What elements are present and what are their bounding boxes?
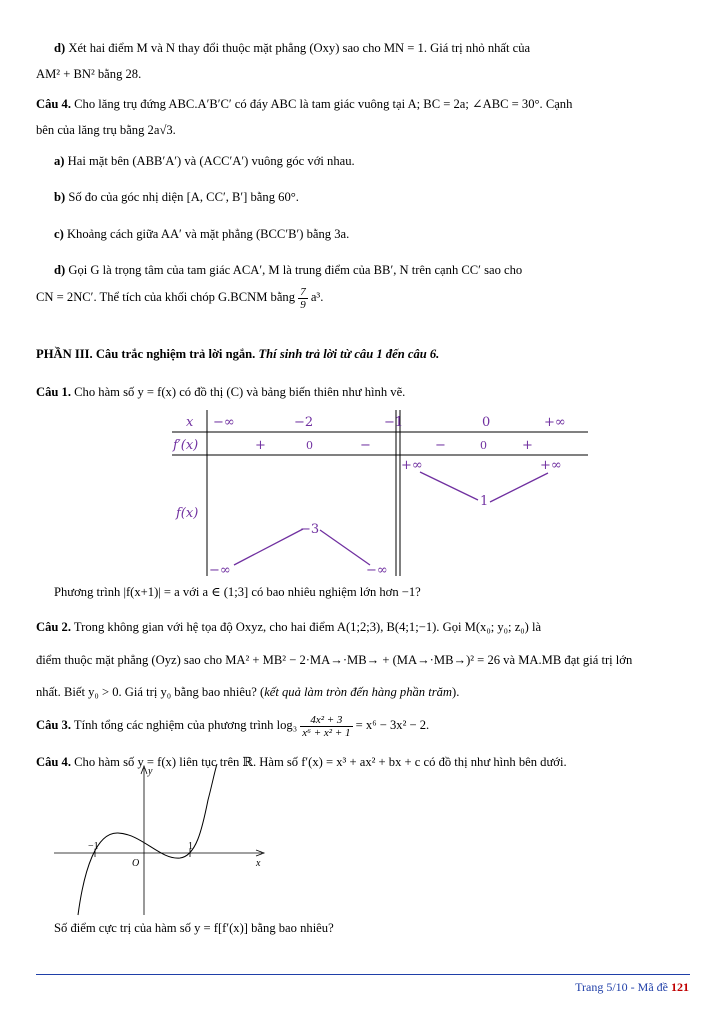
p3q1-text: Cho hàm số y = f(x) có đồ thị (C) và bảng biến thiên như hình vẽ. — [74, 385, 406, 399]
cau4-d-line1 — [54, 262, 522, 278]
part3-heading-italic: Thí sinh trả lời từ câu 1 đến câu 6. — [258, 347, 440, 361]
p3q3-line — [36, 710, 429, 740]
vt-x-4: +∞ — [544, 415, 566, 430]
p3q2-text1: Trong không gian với hệ tọa độ Oxyz, cho hai điểm A(1;2;3), B(4;1;−1). Gọi M(x₀; y₀; z₀) là — [73, 620, 542, 634]
log-fraction — [300, 714, 352, 739]
cau4-a-text: Hai mặt bên (ABB′A′) và (ACC′A′) vuông góc với nhau. — [67, 154, 355, 168]
volume-num: 7 — [300, 285, 306, 298]
part3-heading-bold: PHẦN III. Câu trắc nghiệm trả lời ngắn. — [36, 347, 256, 361]
cau4-c-label: c) — [54, 227, 64, 241]
vt-fp-5: + — [522, 438, 533, 453]
vt-fp-0: + — [255, 438, 266, 453]
graph-origin-label: O — [132, 858, 140, 869]
vt-arrow-up-1 — [234, 529, 303, 565]
vt-x-label: x — [186, 415, 194, 430]
vt-fp-label: f′(x) — [173, 438, 199, 453]
cau4-b-label: b) — [54, 190, 66, 204]
cau4-d-text2: CN = 2NC′. Thể tích của khối chóp G.BCNM bằng — [36, 290, 296, 304]
p3q3-text-pre: Tính tổng các nghiệm của phương trình log₃ — [73, 718, 298, 732]
vt-fp-1: 0 — [306, 439, 313, 452]
p3q2-text3-post: ). — [452, 685, 460, 699]
vt-x-0: −∞ — [213, 415, 235, 430]
p3q1-line — [36, 384, 405, 400]
q4d-line2: AM² + BN² bằng 28. — [36, 67, 142, 81]
vt-f-5: +∞ — [540, 458, 562, 473]
derivative-curve — [78, 764, 217, 915]
p3q4-line — [36, 754, 567, 770]
q4d-text1: Xét hai điểm M và N thay đổi thuộc mặt phẳng (Oxy) sao cho MN = 1. Giá trị nhỏ nhất của — [68, 41, 531, 55]
vt-arrow-up-2 — [490, 473, 548, 502]
page-footer — [575, 980, 689, 995]
cau4-label: Câu 4. — [36, 97, 71, 111]
p3q1-label: Câu 1. — [36, 385, 71, 399]
cau4-c — [54, 226, 349, 242]
p3q2-line1 — [36, 619, 541, 635]
vt-f-label: f(x) — [176, 506, 199, 521]
part3-heading — [36, 346, 439, 362]
q4d-line1 — [54, 40, 530, 56]
vt-f-1: −3 — [300, 522, 320, 537]
vt-x-1: −2 — [294, 415, 314, 430]
cau4-a — [54, 153, 355, 169]
cau4-line2: bên của lăng trụ bằng 2a√3. — [36, 123, 176, 137]
graph-x-arrow — [256, 850, 264, 856]
q4d-label: d) — [54, 41, 66, 55]
cau4-d-text1: Gọi G là trọng tâm của tam giác ACA′, M là trung điểm của BB′, N trên cạnh CC′ sao cho — [68, 263, 523, 277]
p3q4-label: Câu 4. — [36, 755, 71, 769]
p3q2-text3-italic: kết quả làm tròn đến hàng phần trăm — [264, 685, 453, 699]
footer-divider — [36, 974, 690, 975]
cau4-c-text: Khoảng cách giữa AA′ và mặt phẳng (BCC′B′) bằng 3a. — [66, 227, 350, 241]
vt-arrow-down-1 — [320, 530, 370, 565]
vt-x-3: 0 — [482, 415, 491, 430]
vt-x-2: −1 — [384, 415, 404, 430]
vt-f-3: +∞ — [401, 458, 423, 473]
p3q4-question: Số điểm cực trị của hàm số y = f[f′(x)] bằng bao nhiêu? — [54, 921, 334, 935]
log-frac-num: 4x² + 3 — [300, 714, 352, 727]
volume-den: 9 — [300, 298, 306, 311]
footer-code: 121 — [671, 980, 689, 994]
p3q2-text3-pre: nhất. Biết y₀ > 0. Giá trị y₀ bằng bao nhiêu? ( — [36, 685, 265, 699]
vt-fp-3: − — [435, 438, 446, 453]
cau4-b — [54, 189, 299, 205]
cau4-text1: Cho lăng trụ đứng ABC.A′B′C′ có đáy ABC là tam giác vuông tại A; BC = 2a; ∠ABC = 30°. Cạnh — [74, 97, 573, 111]
cau4-a-label: a) — [54, 154, 65, 168]
graph-pos1-label: 1 — [188, 841, 193, 852]
p3q3-text-post: = x⁶ − 3x² − 2. — [355, 718, 430, 732]
vt-fp-4: 0 — [480, 439, 487, 452]
footer-text: Trang 5/10 - Mã đề — [575, 980, 668, 994]
cau4-d-text2-post: a³. — [310, 290, 324, 304]
p3q3-label: Câu 3. — [36, 718, 71, 732]
vt-f-0: −∞ — [209, 563, 231, 578]
graph-y-label: y — [148, 766, 153, 777]
p3q2-line2: điểm thuộc mặt phẳng (Oyz) sao cho MA² + MB² − 2·MA→·MB→ + (MA→·MB→)² = 26 và MA.MB đạt giá trị lớn — [36, 653, 633, 667]
p3q2-line3 — [36, 684, 459, 700]
vt-arrow-down-2 — [420, 472, 478, 500]
graph-neg1-label: −1 — [88, 841, 99, 852]
cau4-b-text: Số đo của góc nhị diện [A, CC′, B′] bằng 60°. — [68, 190, 299, 204]
volume-fraction — [298, 286, 308, 311]
vt-f-2: −∞ — [366, 563, 388, 578]
cau4-d-line2 — [36, 284, 323, 311]
log-frac-den: x⁶ + x² + 1 — [302, 726, 351, 739]
vt-fp-2: − — [360, 438, 371, 453]
p3q2-label: Câu 2. — [36, 620, 71, 634]
p3q1-question: Phương trình |f(x+1)| = a với a ∈ (1;3] có bao nhiêu nghiệm lớn hơn −1? — [54, 585, 421, 599]
cau4-line1 — [36, 96, 572, 112]
cau4-d-label: d) — [54, 263, 66, 277]
p3q4-text: Cho hàm số y = f(x) liên tục trên ℝ. Hàm số f′(x) = x³ + ax² + bx + c có đồ thị như hình bên dưới. — [74, 755, 567, 769]
graph-x-label: x — [256, 858, 261, 869]
vt-f-4: 1 — [480, 494, 489, 509]
